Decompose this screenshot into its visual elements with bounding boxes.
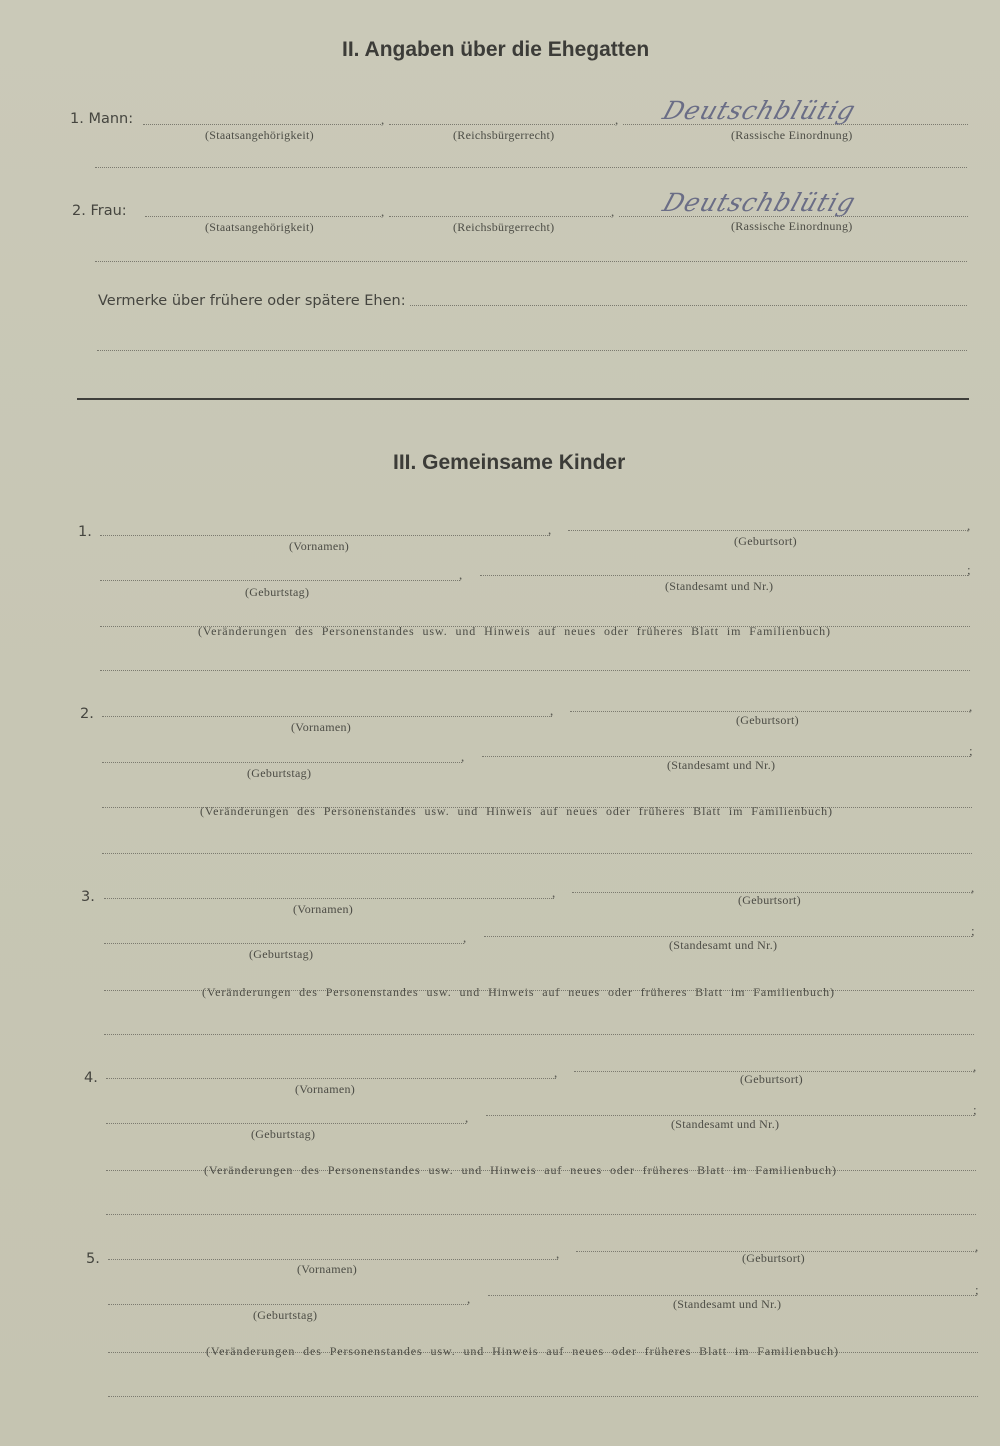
child-1-changes-line-2[interactable] — [100, 670, 970, 671]
wife-caption-racial: (Rassische Einordnung) — [731, 219, 853, 233]
caption-geburtsort: (Geburtsort) — [738, 893, 801, 907]
caption-vornamen: (Vornamen) — [289, 539, 350, 553]
child-2-standesamt-line[interactable] — [482, 756, 970, 757]
caption-geburtsort: (Geburtsort) — [736, 713, 799, 727]
caption-geburtstag: (Geburtstag) — [247, 766, 312, 780]
wife-label: 2. Frau: — [72, 203, 127, 219]
child-1-geburtsort-line[interactable] — [568, 530, 968, 531]
wife-citizenship-line[interactable] — [145, 216, 381, 217]
section-3-title: III. Gemeinsame Kinder — [393, 451, 626, 474]
child-number: 2. — [80, 706, 94, 722]
child-3-changes-line-2[interactable] — [104, 1034, 974, 1035]
child-4-standesamt-line[interactable] — [486, 1115, 974, 1116]
caption-standesamt: (Standesamt und Nr.) — [667, 758, 776, 772]
caption-standesamt: (Standesamt und Nr.) — [671, 1117, 780, 1131]
caption-changes: (Veränderungen des Personenstandes usw. und Hinweis auf neues oder früheres Blatt im Familienbuch) — [198, 624, 831, 638]
caption-geburtstag: (Geburtstag) — [249, 947, 314, 961]
child-number: 5. — [86, 1251, 100, 1267]
caption-geburtsort: (Geburtsort) — [742, 1251, 805, 1265]
caption-changes: (Veränderungen des Personenstandes usw. und Hinweis auf neues oder früheres Blatt im Familienbuch) — [206, 1344, 839, 1358]
child-2-geburtsort-line[interactable] — [570, 711, 970, 712]
husband-citizenship-line[interactable] — [143, 124, 381, 125]
caption-vornamen: (Vornamen) — [291, 720, 352, 734]
caption-geburtstag: (Geburtstag) — [253, 1308, 318, 1322]
child-3-geburtstag-line[interactable] — [104, 943, 464, 944]
wife-handwritten-entry: Deutschblütig — [659, 188, 860, 217]
wife-caption-reich: (Reichsbürgerrecht) — [453, 220, 555, 234]
child-3-vornamen-line[interactable] — [104, 898, 554, 899]
caption-vornamen: (Vornamen) — [297, 1262, 358, 1276]
caption-geburtsort: (Geburtsort) — [740, 1072, 803, 1086]
caption-geburtstag: (Geburtstag) — [251, 1127, 316, 1141]
child-5-standesamt-line[interactable] — [488, 1295, 976, 1296]
wife-reich-citizenship-line[interactable] — [389, 216, 611, 217]
marriage-notes-line-2[interactable] — [97, 350, 967, 351]
child-1-vornamen-line[interactable] — [100, 535, 550, 536]
child-5-changes-line-2[interactable] — [108, 1396, 978, 1397]
caption-geburtstag: (Geburtstag) — [245, 585, 310, 599]
child-2-vornamen-line[interactable] — [102, 716, 552, 717]
marriage-notes-label: Vermerke über frühere oder spätere Ehen: — [98, 293, 406, 309]
caption-vornamen: (Vornamen) — [295, 1082, 356, 1096]
husband-extra-line[interactable] — [95, 167, 967, 168]
child-number: 3. — [81, 889, 95, 905]
marriage-notes-line[interactable] — [410, 305, 967, 306]
child-2-geburtstag-line[interactable] — [102, 762, 462, 763]
wife-extra-line[interactable] — [95, 261, 967, 262]
child-5-geburtstag-line[interactable] — [108, 1304, 468, 1305]
child-number: 1. — [78, 524, 92, 540]
child-4-geburtstag-line[interactable] — [106, 1123, 466, 1124]
husband-caption-racial: (Rassische Einordnung) — [731, 128, 853, 142]
child-4-changes-line-2[interactable] — [106, 1214, 976, 1215]
child-1-standesamt-line[interactable] — [480, 575, 968, 576]
caption-vornamen: (Vornamen) — [293, 902, 354, 916]
husband-reich-citizenship-line[interactable] — [389, 124, 615, 125]
child-number: 4. — [84, 1070, 98, 1086]
child-3-standesamt-line[interactable] — [484, 936, 972, 937]
husband-handwritten-entry: Deutschblütig — [659, 96, 860, 125]
child-1-geburtstag-line[interactable] — [100, 580, 460, 581]
wife-caption-citizenship: (Staatsangehörigkeit) — [205, 220, 314, 234]
child-5-vornamen-line[interactable] — [108, 1259, 558, 1260]
caption-changes: (Veränderungen des Personenstandes usw. und Hinweis auf neues oder früheres Blatt im Familienbuch) — [202, 985, 835, 999]
form-page: II. Angaben über die Ehegatten 1. Mann: , , Deutschblütig (Staatsangehörigkeit) (Reichsbürgerrecht) (Rassische Einordnung) 2. Frau: , , Deutschblütig (Staatsangehörigkeit) (Reichsbürgerrecht) (Rassische Einordnung) Vermerke über frühere oder spätere Ehen: III. Gemeinsame Kinder 1. , , (Vornamen) (Geburtsort) , ; (Geburtstag) (Standesamt und Nr.) (Veränderungen des Personenstandes usw. und Hinweis auf neues oder früheres Blatt im Familienbuch) 2. , , (Vornamen) (Geburtsort) , ; (Geburtstag) (Standesamt und Nr.) (Veränderungen des Personenstandes usw. und Hinweis auf neues oder früheres Blatt im Familienbuch) 3. , , (Vornamen) (Geburtsort) , ; (Geburtstag) (Standesamt und Nr.) (Veränderungen des Personenstandes usw. und Hinweis auf neues oder früheres Blatt im Familienbuch) 4. , , (Vornamen) (Geburtsort) , ; (Geburtstag) (Standesamt und Nr.) (Veränderungen des Personenstandes usw. und Hinweis auf neues oder früheres Blatt im Familienbuch) 5. , , (Vornamen) (Geburtsort) , ; (Geburtstag) (Standesamt und Nr.) (Veränderungen des Personenstandes usw. und Hinweis auf neues oder früheres Blatt im Familienbuch) — [0, 0, 1000, 1446]
section-2-title: II. Angaben über die Ehegatten — [342, 38, 650, 61]
caption-standesamt: (Standesamt und Nr.) — [669, 938, 778, 952]
caption-changes: (Veränderungen des Personenstandes usw. und Hinweis auf neues oder früheres Blatt im Familienbuch) — [200, 804, 833, 818]
child-4-vornamen-line[interactable] — [106, 1078, 556, 1079]
caption-geburtsort: (Geburtsort) — [734, 534, 797, 548]
caption-changes: (Veränderungen des Personenstandes usw. und Hinweis auf neues oder früheres Blatt im Familienbuch) — [204, 1163, 837, 1177]
caption-standesamt: (Standesamt und Nr.) — [665, 579, 774, 593]
husband-label: 1. Mann: — [70, 111, 134, 127]
child-2-changes-line-2[interactable] — [102, 853, 972, 854]
husband-caption-citizenship: (Staatsangehörigkeit) — [205, 128, 314, 142]
section-divider — [77, 398, 969, 400]
husband-caption-reich: (Reichsbürgerrecht) — [453, 128, 555, 142]
caption-standesamt: (Standesamt und Nr.) — [673, 1297, 782, 1311]
